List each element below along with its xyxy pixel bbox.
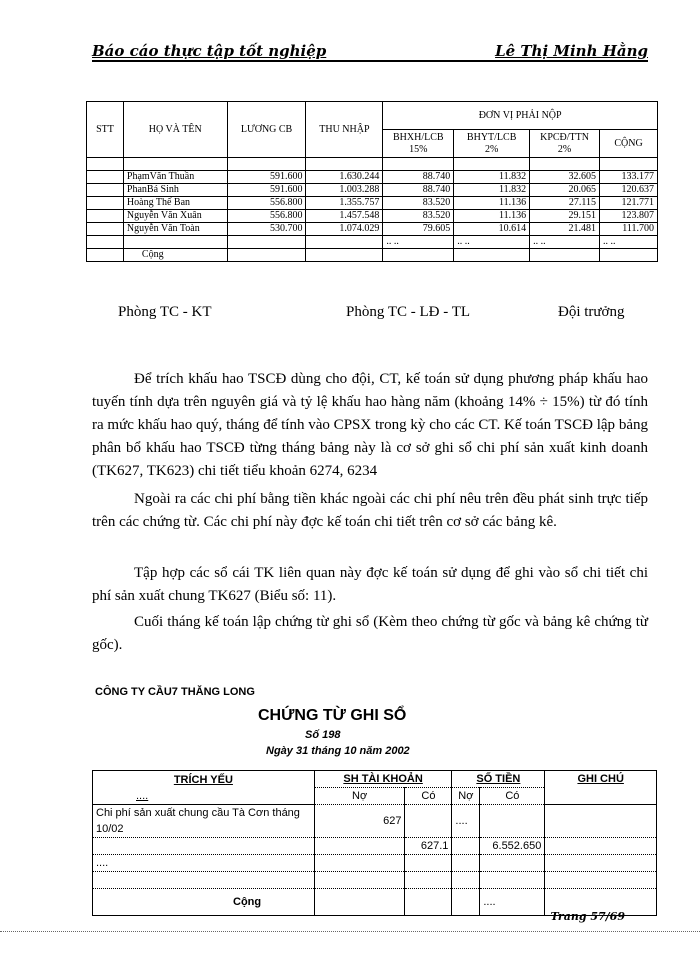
table-row: PhanBá Sinh 591.600 1.003.288 88.740 11.832 20.065 120.637 — [87, 184, 658, 197]
signature-team-lead: Đội trưởng — [558, 304, 625, 320]
table-row — [93, 872, 657, 889]
paragraph-other-costs: Ngoài ra các chi phí bằng tiền khác ngoài các chi phí nêu trên đều phát sinh trực tiếp trên các chứng từ. Các chi phí này đợc kế toán chi tiết trên cơ sở các bảng kê. — [92, 491, 648, 530]
table-row — [87, 158, 658, 171]
table-row: Nguyễn Văn Toàn 530.700 1.074.029 79.605 10.614 21.481 111.700 — [87, 223, 658, 236]
paragraph-month-end: Cuối tháng kế toán lập chứng từ ghi sổ (Kèm theo chứng từ gốc và bảng kê chứng từ gốc). — [92, 614, 648, 653]
col-salary: LƯƠNG CB — [227, 102, 306, 158]
voucher-header-row: TRÍCH YẾU .... SH TÀI KHOẢN SỐ TIỀN GHI CHÚ — [93, 771, 657, 788]
paragraph-depreciation: Để trích khấu hao TSCĐ dùng cho đội, CT, kế toán sử dụng phương pháp khấu hao tuyến tính dựa trên nguyên giá và tỷ lệ khấu hao hàng năm (khoảng 14% ÷ 15%) từ đó tính ra mức khấu hao quý, tháng để tính vào CPSX trong kỳ cho các CT. Kế toán TSCĐ lập bảng phân bổ khấu hao TSCĐ từng tháng bảng này là cơ sở ghi sổ chi phí sản xuất kinh doanh (TK627, TK623) chi tiết tiểu khoản 6274, 6234 — [92, 371, 648, 479]
col-unit-pay: ĐƠN VỊ PHẢI NỘP — [383, 102, 658, 130]
col-name: HỌ VÀ TÊN — [123, 102, 227, 158]
table-row: .. .. .. .. .. .. .. .. — [87, 236, 658, 249]
table-row: Chi phí sản xuất chung cầu Tà Cơn tháng 10/02 627 .... — [93, 805, 657, 838]
table-row: Hoàng Thế Ban 556.800 1.355.757 83.520 11.136 27.115 121.771 — [87, 197, 658, 210]
signature-finance: Phòng TC - KT — [118, 304, 212, 320]
author-name: Lê Thị Minh Hằng — [495, 42, 648, 60]
voucher-total-row: Cộng .... — [93, 889, 657, 916]
col-bhyt: BHYT/LCB 2% — [454, 130, 530, 158]
voucher-table — [92, 770, 657, 916]
table-total-row: Cộng — [87, 249, 658, 262]
table-row: PhạmVăn Thuần 591.600 1.630.244 88.740 11.832 32.605 133.177 — [87, 171, 658, 184]
table-row: 627.1 6.552.650 — [93, 838, 657, 855]
col-kpcd: KPCĐ/TTN 2% — [530, 130, 600, 158]
voucher-date: Ngày 31 tháng 10 năm 2002 — [266, 745, 410, 757]
table-row: Nguyễn Văn Xuân 556.800 1.457.548 83.520 11.136 29.151 123.807 — [87, 210, 658, 223]
col-income: THU NHẬP — [306, 102, 383, 158]
table-row: .... — [93, 855, 657, 872]
company-name: CÔNG TY CẦU7 THĂNG LONG — [95, 686, 255, 698]
page-header — [92, 40, 648, 62]
voucher-number: Số 198 — [305, 729, 341, 741]
col-stt: STT — [87, 102, 124, 158]
paragraph-ledger: Tập hợp các sổ cái TK liên quan này đợc kế toán sử dụng để ghi vào sổ chi tiết chi phí sản xuất chung TK627 (Biểu số: 11). — [92, 565, 648, 604]
footer-divider — [0, 931, 700, 932]
payroll-table — [86, 101, 658, 262]
col-bhxh: BHXH/LCB 15% — [383, 130, 454, 158]
signature-labor: Phòng TC - LĐ - TL — [346, 304, 471, 320]
col-total: CỘNG — [600, 130, 658, 158]
report-title: Báo cáo thực tập tốt nghiệp — [92, 42, 327, 60]
voucher-title: CHỨNG TỪ GHI SỔ — [258, 707, 407, 724]
page-number: Trang 57/69 — [550, 910, 625, 923]
voucher-subheader-row: Nợ Có Nợ Có — [93, 788, 657, 805]
